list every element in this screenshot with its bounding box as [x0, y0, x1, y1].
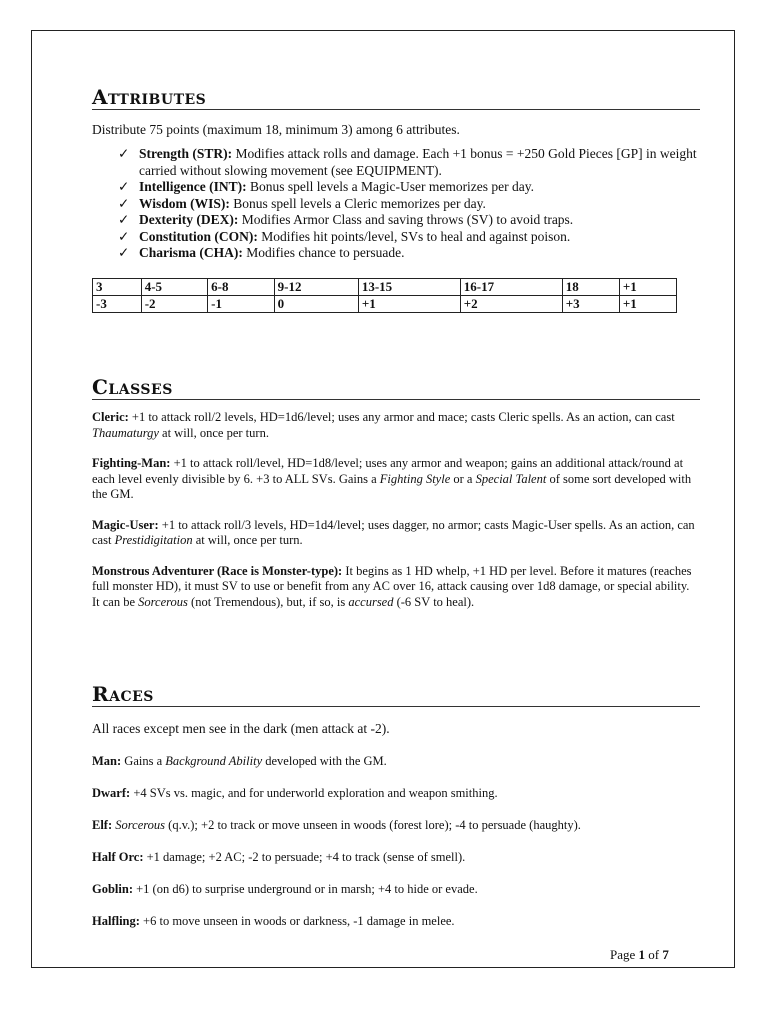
table-cell: +1: [358, 295, 460, 312]
attribute-label: Dexterity (DEX):: [139, 212, 239, 227]
list-item: [118, 179, 700, 196]
table-cell: 4-5: [141, 278, 207, 295]
race-emphasis: Background Ability: [165, 754, 263, 768]
class-label: Fighting-Man:: [92, 456, 171, 470]
attribute-label: Wisdom (WIS):: [139, 195, 230, 211]
class-magic-user: [92, 518, 700, 549]
list-item: [118, 229, 700, 246]
race-text: +1 damage; +2 AC; -2 to persuade; +4 to track (sense of smell).: [143, 850, 466, 864]
race-halfling: [92, 914, 700, 929]
page-number: [610, 947, 669, 963]
attribute-label: Charisma (CHA):: [139, 245, 243, 260]
checkmark-icon: ✓: [118, 195, 130, 211]
classes-section: [92, 376, 700, 610]
attribute-text: Modifies hit points/level, SVs to heal and against poison.: [257, 228, 571, 244]
table-cell: 6-8: [208, 278, 274, 295]
race-elf: [92, 818, 700, 833]
races-intro: All races except men see in the dark (men attack at -2).: [92, 721, 390, 736]
checkmark-icon: ✓: [118, 245, 130, 260]
races-heading: Races: [92, 683, 700, 707]
class-text: of some sort developed with the GM.: [92, 471, 692, 501]
attribute-label: Strength (STR):: [139, 146, 233, 161]
class-label: Magic-User:: [92, 517, 159, 532]
class-emphasis: Prestidigitation: [114, 533, 193, 547]
table-cell: 0: [274, 295, 358, 312]
attribute-text: Modifies attack rolls and damage. Each +1 bonus = +250 Gold Pieces [GP] in weight carried without slowing movement (see EQUIPMENT).: [139, 146, 697, 178]
race-goblin: [92, 882, 700, 897]
class-emphasis: Fighting Style: [379, 471, 451, 486]
attributes-section: [92, 86, 700, 313]
table-cell: -2: [141, 295, 207, 312]
attribute-text: Bonus spell levels a Cleric memorizes per day.: [229, 195, 486, 211]
table-cell: +1: [619, 295, 676, 312]
class-text: at will, once per turn.: [158, 425, 269, 440]
attribute-modifier-table: [92, 278, 677, 313]
class-label: Cleric:: [92, 410, 129, 424]
list-item: [118, 212, 700, 229]
class-text: It begins as 1 HD whelp, +1 HD per level. Before it matures (reaches full monster HD), it must SV to use or benefit from any AC over 16, attack causing over 1d8 damage, or special ability. It can be: [92, 563, 692, 609]
table-cell: +2: [460, 295, 562, 312]
table-cell: +1: [619, 278, 676, 295]
attribute-text: Modifies Armor Class and saving throws (SV) to avoid traps.: [238, 212, 574, 227]
list-item: [118, 196, 700, 213]
race-label: Elf:: [92, 818, 113, 832]
table-cell: 9-12: [274, 278, 358, 295]
checkmark-icon: ✓: [118, 212, 130, 227]
race-text: developed with the GM.: [262, 754, 387, 768]
class-text: +1 to attack roll/2 levels, HD=1d6/level; uses any armor and mace; casts Cleric spells. As an action, can cast: [128, 410, 675, 424]
attribute-text: Modifies chance to persuade.: [242, 245, 405, 260]
class-text: (-6 SV to heal).: [393, 594, 475, 609]
attributes-heading: Attributes: [92, 86, 700, 110]
class-text: or a: [450, 471, 476, 486]
class-text: +1 to attack roll/level, HD=1d8/level; uses any armor and weapon; gains an additional attack/round at each level evenly divisible by 6. +3 to ALL SVs. Gains a: [92, 456, 684, 486]
race-half-orc: [92, 850, 700, 865]
attributes-list: [92, 146, 700, 262]
class-text: +1 to attack roll/3 levels, HD=1d4/level; uses dagger, no armor; casts Magic-User spells. As an action, can cast: [92, 517, 695, 547]
races-section: [92, 683, 700, 929]
race-label: Halfling:: [92, 914, 140, 928]
table-cell: -1: [208, 295, 274, 312]
race-text: +1 (on d6) to surprise underground or in marsh; +4 to hide or evade.: [133, 882, 478, 896]
race-man: [92, 754, 700, 769]
page-total: 7: [662, 947, 669, 962]
attribute-text: Bonus spell levels a Magic-User memorizes per day.: [246, 179, 535, 194]
race-text: +4 SVs vs. magic, and for underworld exploration and weapon smithing.: [130, 786, 498, 800]
table-cell: 3: [93, 278, 142, 295]
list-item: [118, 146, 700, 179]
class-monstrous-adventurer: [92, 564, 700, 611]
page-of: of: [645, 947, 663, 962]
class-emphasis: Special Talent: [475, 471, 547, 486]
page-prefix: Page: [610, 947, 639, 962]
race-text: (q.v.); +2 to track or move unseen in woods (forest lore); -4 to persuade (haughty).: [165, 818, 581, 832]
table-row: [93, 278, 677, 295]
attribute-label: Constitution (CON):: [139, 228, 258, 244]
class-emphasis: accursed: [348, 594, 394, 609]
class-label: Monstrous Adventurer (Race is Monster-type):: [92, 563, 343, 578]
race-text: +6 to move unseen in woods or darkness, -1 damage in melee.: [139, 914, 455, 928]
checkmark-icon: ✓: [118, 146, 130, 161]
class-emphasis: Sorcerous: [138, 594, 188, 609]
page-current: 1: [638, 947, 646, 962]
class-emphasis: Thaumaturgy: [92, 425, 159, 440]
table-row: [93, 295, 677, 312]
class-cleric: [92, 410, 700, 441]
table-cell: 13-15: [358, 278, 460, 295]
race-label: Half Orc:: [92, 850, 144, 864]
class-text: at will, once per turn.: [192, 533, 303, 547]
table-cell: +3: [562, 295, 619, 312]
table-cell: -3: [93, 295, 142, 312]
checkmark-icon: ✓: [118, 179, 130, 194]
table-cell: 18: [562, 278, 619, 295]
class-fighting-man: [92, 456, 700, 503]
classes-heading: Classes: [92, 376, 700, 400]
race-label: Dwarf:: [92, 786, 131, 800]
list-item: [118, 245, 700, 262]
race-text: Gains a: [121, 754, 166, 768]
checkmark-icon: ✓: [118, 228, 130, 244]
race-emphasis: Sorcerous: [115, 818, 166, 832]
attribute-label: Intelligence (INT):: [139, 179, 247, 194]
race-label: Goblin:: [92, 882, 133, 896]
class-text: (not Tremendous), but, if so, is: [187, 594, 349, 609]
race-label: Man:: [92, 754, 122, 768]
race-dwarf: [92, 786, 700, 801]
attributes-intro: Distribute 75 points (maximum 18, minimum 3) among 6 attributes.: [92, 122, 460, 137]
table-cell: 16-17: [460, 278, 562, 295]
